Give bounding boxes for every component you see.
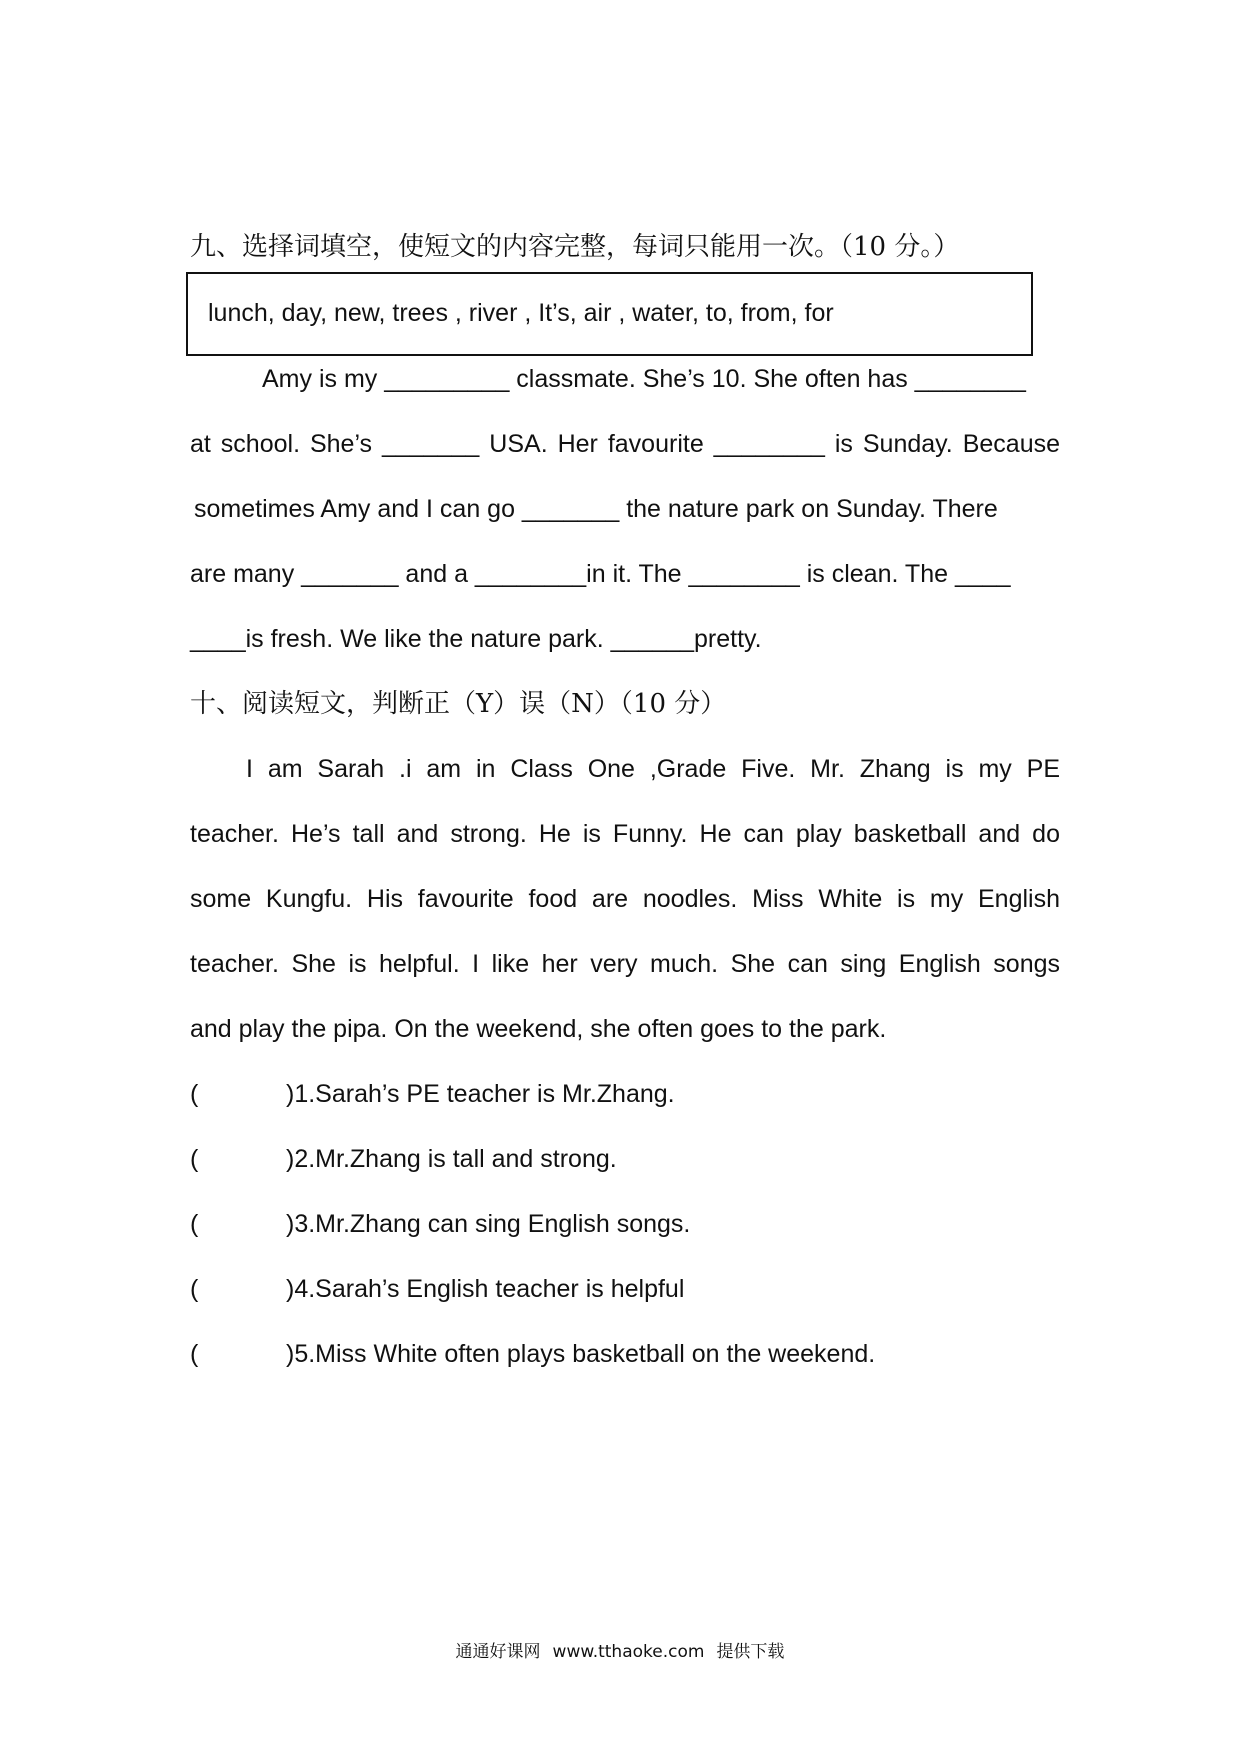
word-bank-text: lunch, day, new, trees , river , It’s, air , water, to, from, for [208, 299, 834, 327]
section-10-passage-line-4: teacher. She is helpful. I like her very much. She can sing English songs [190, 950, 1060, 978]
section-9-passage-line-5: ____is fresh. We like the nature park. ______pretty. [190, 625, 762, 653]
answer-bracket[interactable]: ( [190, 1275, 199, 1303]
page-footer [0, 1640, 1240, 1664]
footer-url[interactable]: www.tthaoke.com [552, 1642, 705, 1662]
section-10-passage-line-5: and play the pipa. On the weekend, she often goes to the park. [190, 1015, 887, 1043]
section-9-passage-line-4: are many _______ and a ________in it. The ________ is clean. The ____ [190, 560, 1011, 588]
footer-note: 提供下载 [716, 1642, 785, 1662]
section-9-passage-line-1: Amy is my _________ classmate. She’s 10. She often has ________ [262, 365, 1026, 393]
word-bank-box [186, 272, 1033, 356]
answer-bracket[interactable]: ( [190, 1210, 199, 1238]
judgment-item-text: )4.Sarah’s English teacher is helpful [286, 1275, 685, 1303]
section-9-heading: 九、选择词填空，使短文的内容完整，每词只能用一次。（10 分。） [190, 232, 960, 262]
section-10-passage-line-3: some Kungfu. His favourite food are noodles. Miss White is my English [190, 885, 1060, 913]
section-9-passage-line-3: sometimes Amy and I can go _______ the nature park on Sunday. There [194, 495, 998, 523]
answer-bracket[interactable]: ( [190, 1080, 199, 1108]
section-9-passage-line-2: at school. She’s _______ USA. Her favourite ________ is Sunday. Because [190, 430, 1060, 458]
answer-bracket[interactable]: ( [190, 1340, 199, 1368]
section-10-passage-line-1: I am Sarah .i am in Class One ,Grade Five. Mr. Zhang is my PE [246, 755, 1060, 783]
section-10-passage-line-2: teacher. He’s tall and strong. He is Funny. He can play basketball and do [190, 820, 1060, 848]
judgment-item-3 [190, 1207, 690, 1241]
judgment-item-text: )5.Miss White often plays basketball on the weekend. [286, 1340, 876, 1368]
judgment-item-2 [190, 1142, 617, 1176]
judgment-item-1 [190, 1077, 675, 1111]
judgment-item-4 [190, 1272, 684, 1306]
footer-site-name: 通通好课网 [455, 1642, 541, 1662]
judgment-item-text: )3.Mr.Zhang can sing English songs. [286, 1210, 691, 1238]
section-10-heading: 十、阅读短文，判断正（Y）误（N）（10 分） [190, 689, 727, 719]
judgment-item-text: )1.Sarah’s PE teacher is Mr.Zhang. [286, 1080, 675, 1108]
judgment-item-text: )2.Mr.Zhang is tall and strong. [286, 1145, 617, 1173]
judgment-item-5 [190, 1337, 875, 1371]
answer-bracket[interactable]: ( [190, 1145, 199, 1173]
